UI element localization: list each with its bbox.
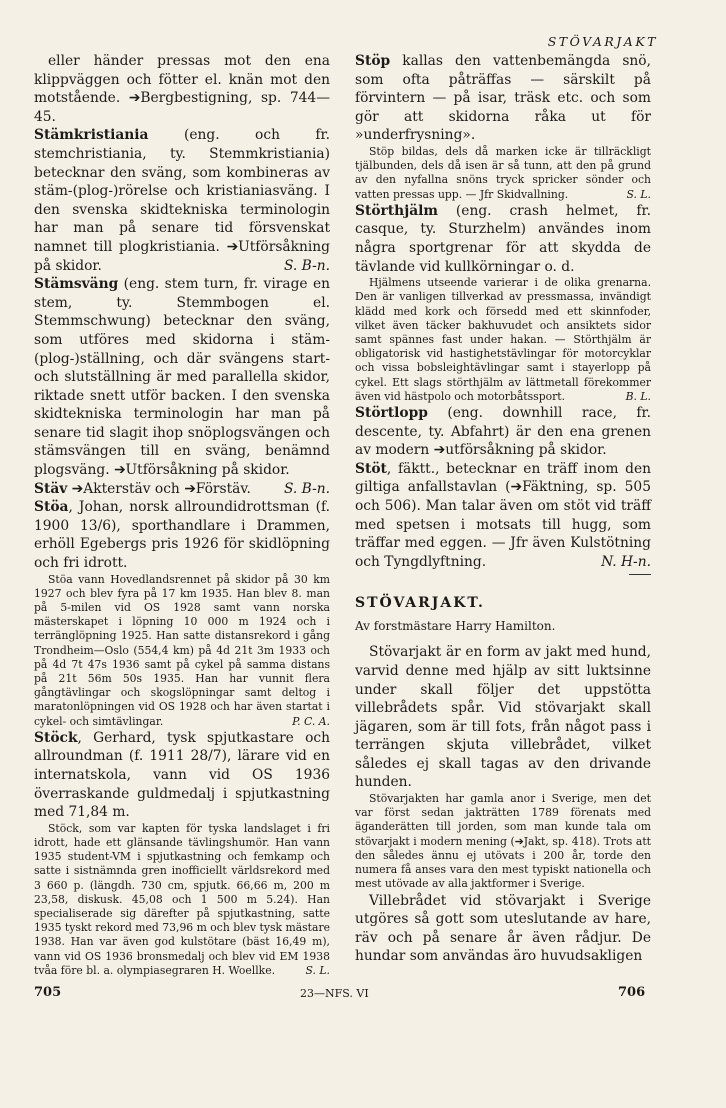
section-byline: Av forstmästare Harry Hamilton. xyxy=(355,619,556,634)
right-paragraph xyxy=(355,52,651,145)
right-paragraph xyxy=(355,404,651,460)
entry-headword: Störthjälm xyxy=(355,202,438,219)
right-paragraph xyxy=(355,202,651,276)
section-paragraph xyxy=(355,892,651,966)
printer-signature: 23—NFS. VI xyxy=(300,987,369,1000)
entry-headword: Stöp xyxy=(355,53,391,69)
author-signature: S. L. xyxy=(626,187,651,201)
entry-text: kallas den vattenbemängda snö, som ofta påträffas — särskilt på förvintern — på isar, träsk etc. och som gör att skidorna råka ut för »underfrysning». xyxy=(355,53,651,144)
author-signature: S. L. xyxy=(305,963,330,977)
entry-text: (eng. crash helmet, fr. casque, ty. Sturzhelm) användes inom några sportgrenar för att skydda de tävlande vid kullkörningar o. d. xyxy=(355,202,651,275)
section-title: STÖVARJAKT. xyxy=(355,595,485,612)
entry-text: Stövarjakten har gamla anor i Sverige, men det var först sedan jakträtten 1789 förenats med äganderätten till jorden, som man kunde tala om stövarjakt i modern mening (➔Jakt, sp. 418). Trots att den således ännu ej utövats i 200 år, torde den numera få anses vara den mest typiskt nationella och mest utövade av alla jaktformer i Sverige. xyxy=(355,792,651,891)
entry-text: ➔Akterstäv och ➔Förstäv. xyxy=(67,480,251,497)
entry-text: Stövarjakt är en form av jakt med hund, varvid denne med hjälp av sitt luktsinne under skall följer det uppstötta villebrådets spår. Vid stövarjakt skall jägaren, som är till fots, från något pass i terrängen skjuta villebrådet, vilket således ej skall tagas av den drivande hunden. xyxy=(355,644,651,791)
section-paragraph xyxy=(355,792,651,891)
entry-headword: Stämsväng xyxy=(34,276,119,293)
author-signature: P. C. A. xyxy=(292,714,330,728)
running-header: STÖVARJAKT xyxy=(547,34,658,49)
entry-text: , Johan, norsk allroundidrottsman (f. 1900 13/6), sporthandlare i Drammen, erhöll Egebergs pris 1926 för skidlöpning och fri idrott. xyxy=(34,499,330,572)
entry-text: Stöa vann Hovedlandsrennet på skidor på 30 km 1927 och blev fyra på 17 km 1935. Han blev 8. man på 5-milen vid OS 1928 samt vann norska mästerskapet i löpning 10 000 m 1924 och i terränglöpning 1925. Han satte distansrekord i gång Trondheim—Oslo (554,4 km) på 4d 21t 3m 1933 och på 4d 7t 47s 1936 samt på cykel på samma distans på 21t 56m 50s 1935. Han har vunnit flera gångtävlingar och skogslöpningar samt deltog i maratonlöpningen vid OS 1928 och har även startat i cykel- och simtävlingar. xyxy=(34,572,330,728)
section-paragraph xyxy=(355,643,651,792)
right-paragraph xyxy=(355,145,651,202)
page-number-left: 705 xyxy=(34,985,62,1000)
entry-text: Stöp bildas, dels då marken icke är tillräckligt tjälbunden, dels då isen är så tunn, att den på grund av den nyfallna snöns tryck spricker sönder och vatten pressas upp. — Jfr Skidvallning. xyxy=(355,144,651,201)
right-paragraph xyxy=(355,276,651,404)
right-paragraph xyxy=(355,460,651,572)
left-paragraph xyxy=(34,822,330,978)
entry-text: (eng. stem turn, fr. virage en stem, ty. Stemmbogen el. Stemmschwung) betecknar den sväng, som utföres med skidorna i stäm-(plog-)ställning, och där svängens start- och slutställning är med parallella skidor, riktade snett utför backen. I den svenska skidtekniska terminologin har man på senare tid slagit ihop snöplogsvängen och stämsvängen till en sväng, benämnd plogsväng. ➔Utförsåkning på skidor. xyxy=(34,276,330,479)
entry-text: eller händer pressas mot den ena klippväggen och fötter el. knän mot den motstående. ➔Bergbestigning, sp. 744—45. xyxy=(34,53,330,125)
left-paragraph xyxy=(34,729,330,822)
author-signature: B. L. xyxy=(625,389,651,403)
left-paragraph xyxy=(34,126,330,275)
section-divider xyxy=(629,574,651,575)
author-signature: S. B-n. xyxy=(283,480,330,497)
author-signature: S. B-n. xyxy=(283,257,330,274)
right-column xyxy=(355,52,651,966)
entry-text: , fäktt., betecknar en träff inom den giltiga anfallstavlan (➔Fäktning, sp. 505 och 506). Man talar även om stöt vid träff med spetsen i motsats till hugg, som träffar med eggen. — Jfr även Kulstötning och Tyngdlyftning. xyxy=(355,460,651,570)
entry-text: (eng. downhill race, fr. descente, ty. Abfahrt) är den ena grenen av modern ➔utförsåkning på skidor. xyxy=(355,404,651,459)
left-paragraph xyxy=(34,52,330,126)
author-signature: N. H-n. xyxy=(601,553,651,570)
entry-text: (eng. och fr. stemchristiania, ty. Stemmkristiania) betecknar den sväng, som kombineras av stäm-(plog-)rörelse och kristianiasväng. I den svenska skidtekniska terminologin har man på senare tid försvenskat namnet till plogkristiania. ➔Utförsåkning på skidor. xyxy=(34,127,330,274)
entry-text: Villebrådet vid stövarjakt i Sverige utgöres så gott som uteslutande av hare, räv och på senare år även rådjur. De hundar som användas äro huvudsakligen xyxy=(355,892,651,965)
left-paragraph xyxy=(34,498,330,572)
left-paragraph xyxy=(34,573,330,729)
entry-headword: Stöt xyxy=(355,460,387,477)
entry-headword: Stöck xyxy=(34,729,78,746)
page-number-right: 706 xyxy=(618,985,646,1000)
left-column xyxy=(34,52,330,978)
entry-headword: Stöa xyxy=(34,499,69,516)
entry-headword: Stäv xyxy=(34,480,68,497)
entry-headword: Stämkristiania xyxy=(34,127,149,144)
entry-text: Hjälmens utseende varierar i de olika grenarna. Den är vanligen tillverkad av pressmassa, invändigt klädd med kork och försedd med ett skinnfoder, vilket även täcker bakhuvudet och ansiktets sidor samt spännes fast under hakan. — Störthjälm är obligatorisk vid hastighetstävlingar för motorcyklar och vissa bobsleightävlingar samt i stayerlopp på cykel. Ett slags störthjälm av lättmetall förekommer även vid hästpolo och motorbåtssport. xyxy=(355,276,651,403)
entry-text: , Gerhard, tysk spjutkastare och allroundman (f. 1911 28/7), lärare vid en internatskola, vann vid OS 1936 överraskande guldmedalj i spjutkastning med 71,84 m. xyxy=(34,729,330,821)
entry-text: Stöck, som var kapten för tyska landslaget i fri idrott, hade ett glänsande tävlingshumör. Han vann 1935 student-VM i spjutkastning och femkamp och satte i sistnämnda gren inofficiellt världsrekord med 3 660 p. (längdh. 730 cm, spjutk. 66,66 m, 200 m 23,58, diskusk. 45,08 och 1 500 m 5.24). Han specialiserade sig därefter på spjutkastning, satte 1935 tyskt rekord med 73,96 m och blev tysk mästare 1938. Han var även god kulstötare (bäst 16,49 m), vann vid OS 1936 bronsmedalj och blev vid EM 1938 tvåa före bl. a. olympiasegraren H. Woellke. xyxy=(34,821,330,977)
entry-headword: Störtlopp xyxy=(355,404,428,421)
